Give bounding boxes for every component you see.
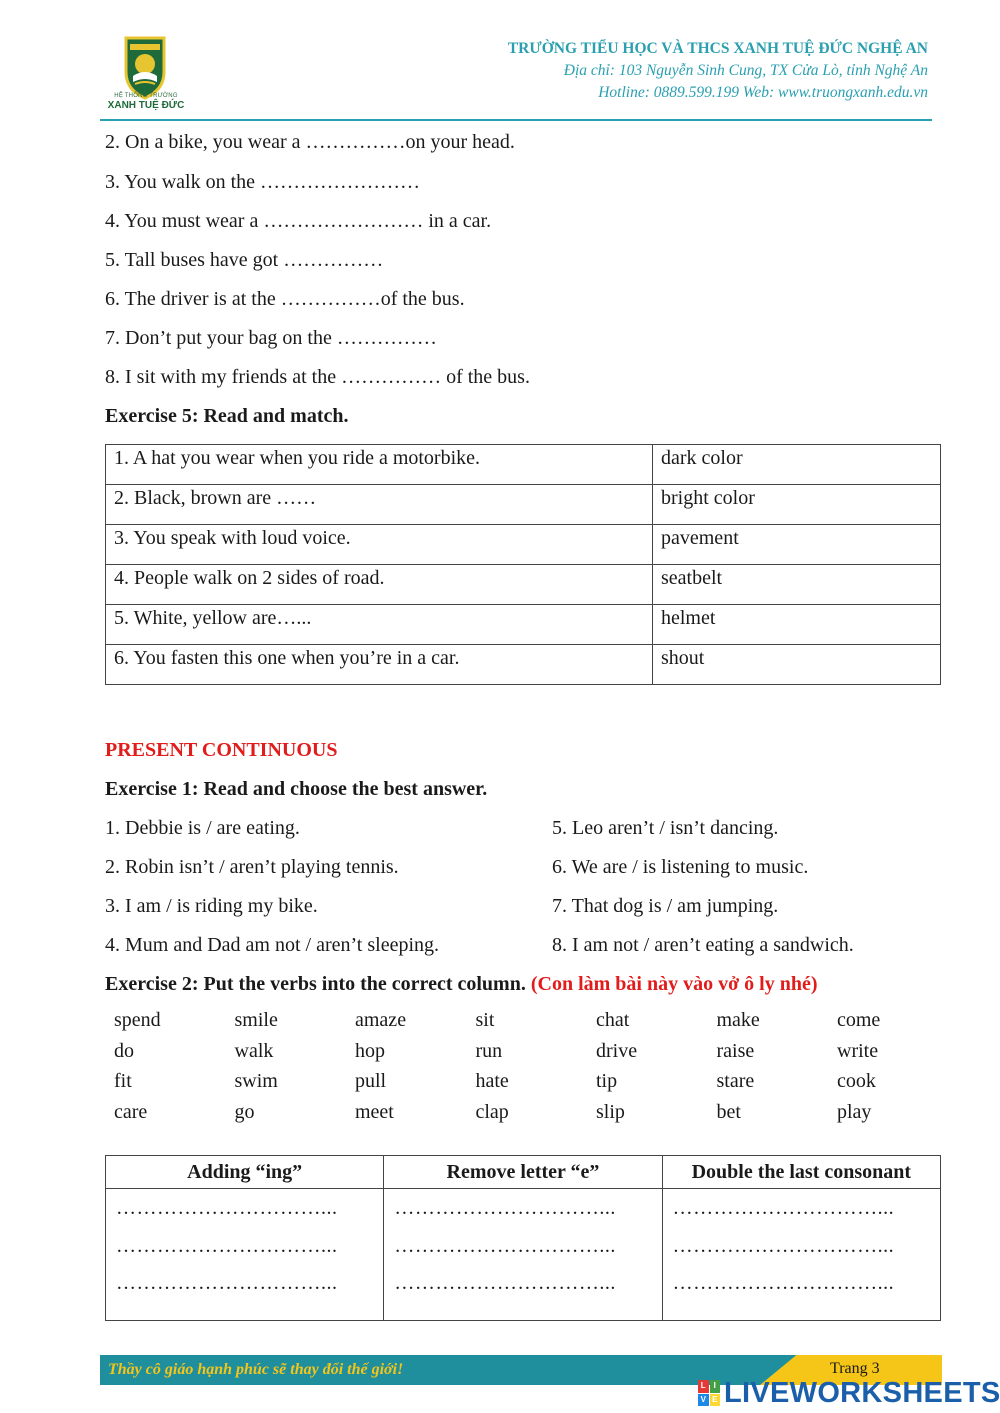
verb[interactable]: swim <box>234 1070 278 1092</box>
match-answer[interactable]: dark color <box>653 445 941 485</box>
verb[interactable]: hop <box>355 1039 385 1062</box>
fill-line-7: 7. Don’t put your bag on the …………… <box>105 327 437 349</box>
table-header-row <box>106 1156 941 1189</box>
choice-item-3[interactable]: 3. I am / is riding my bike. <box>105 895 318 917</box>
match-prompt: 6. You fasten this one when you’re in a car. <box>106 645 653 685</box>
badge-letter: V <box>698 1394 709 1407</box>
match-prompt: 1. A hat you wear when you ride a motorbike. <box>106 445 653 485</box>
verb-row <box>114 1070 958 1101</box>
table-row <box>106 525 941 565</box>
fill-line-4: 4. You must wear a …………………… in a car. <box>105 210 492 232</box>
header-divider <box>100 119 932 121</box>
school-address: Địa chỉ: 103 Nguyễn Sinh Cung, TX Cửa Lò, tỉnh Nghệ An <box>563 62 928 79</box>
table-row <box>106 645 941 685</box>
school-name: TRƯỜNG TIỂU HỌC VÀ THCS XANH TUỆ ĐỨC NGHỆ AN <box>507 40 928 57</box>
logo-line-1: HỆ THỐNG TRƯỜNG <box>114 93 178 99</box>
table-row <box>106 445 941 485</box>
choice-item-7[interactable]: 7. That dog is / am jumping. <box>552 895 779 917</box>
verb[interactable]: fit <box>114 1070 132 1092</box>
verb[interactable]: go <box>234 1100 255 1123</box>
answer-cell <box>384 1189 662 1321</box>
logo-line-2: XANH TUỆ ĐỨC <box>107 100 185 111</box>
verb[interactable]: pull <box>355 1070 387 1092</box>
verb[interactable]: do <box>114 1039 134 1062</box>
page-number: Trang 3 <box>830 1360 880 1377</box>
blank-line[interactable]: …………………………... <box>672 1197 895 1219</box>
verb[interactable]: drive <box>596 1039 638 1062</box>
choice-item-6[interactable]: 6. We are / is listening to music. <box>552 856 809 878</box>
exercise-5-title: Exercise 5: Read and match. <box>105 405 349 427</box>
match-answer[interactable]: helmet <box>653 605 941 645</box>
verb[interactable]: walk <box>234 1039 274 1062</box>
verb-column-table <box>105 1155 941 1321</box>
column-header-remove-e: Remove letter “e” <box>384 1156 662 1189</box>
table-row <box>106 565 941 605</box>
verb[interactable]: clap <box>475 1100 509 1123</box>
blank-line[interactable]: …………………………... <box>672 1234 895 1257</box>
verb[interactable]: tip <box>596 1070 618 1092</box>
choice-item-5[interactable]: 5. Leo aren’t / isn’t dancing. <box>552 817 779 839</box>
verb[interactable]: bet <box>716 1100 741 1123</box>
verb-row <box>114 1009 958 1040</box>
fill-line-2: 2. On a bike, you wear a ……………on your head. <box>105 131 515 153</box>
verb[interactable]: write <box>837 1039 879 1062</box>
choice-item-4[interactable]: 4. Mum and Dad am not / aren’t sleeping. <box>105 934 440 956</box>
verb[interactable]: slip <box>596 1100 625 1123</box>
verb[interactable]: smile <box>234 1009 278 1031</box>
blank-line[interactable]: …………………………... <box>116 1234 338 1257</box>
verb[interactable]: care <box>114 1100 148 1123</box>
liveworksheets-icon <box>698 1380 720 1406</box>
fill-line-5: 5. Tall buses have got …………… <box>105 249 384 271</box>
column-header-double-consonant: Double the last consonant <box>662 1156 940 1189</box>
section-title: PRESENT CONTINUOUS <box>105 739 338 761</box>
blank-line[interactable]: …………………………... <box>672 1272 895 1294</box>
exercise-1-title: Exercise 1: Read and choose the best answer. <box>105 778 488 800</box>
fill-line-3: 3. You walk on the …………………… <box>105 171 421 193</box>
exercise-2-note: (Con làm bài này vào vở ô ly nhé) <box>530 973 818 995</box>
verb-row <box>114 1101 958 1132</box>
blank-line[interactable]: …………………………... <box>394 1234 616 1257</box>
match-answer[interactable]: pavement <box>653 525 941 565</box>
match-table <box>105 444 941 685</box>
exercise-2-heading <box>105 973 818 996</box>
liveworksheets-wordmark: LIVEWORKSHEETS <box>724 1376 1000 1409</box>
verb-grid <box>114 1009 958 1131</box>
verb[interactable]: chat <box>596 1009 630 1031</box>
school-info <box>508 40 928 102</box>
school-contact: Hotline: 0889.599.199 Web: www.truongxanh.edu.vn <box>598 84 928 101</box>
match-prompt: 3. You speak with loud voice. <box>106 525 653 565</box>
verb[interactable]: come <box>837 1009 881 1031</box>
exercise-2-title: Exercise 2: Put the verbs into the correct column. <box>105 973 526 995</box>
verb[interactable]: run <box>475 1039 503 1062</box>
verb[interactable]: amaze <box>355 1009 407 1031</box>
match-answer[interactable]: bright color <box>653 485 941 525</box>
verb[interactable]: meet <box>355 1100 394 1123</box>
verb[interactable]: spend <box>114 1009 161 1031</box>
match-prompt: 2. Black, brown are …… <box>106 485 653 525</box>
blank-line[interactable]: …………………………... <box>116 1197 338 1219</box>
liveworksheets-brand[interactable] <box>698 1378 1000 1408</box>
table-row <box>106 1189 941 1321</box>
blank-line[interactable]: …………………………... <box>116 1272 338 1294</box>
verb[interactable]: make <box>716 1009 760 1031</box>
match-prompt: 5. White, yellow are…... <box>106 605 653 645</box>
logo-caption <box>102 93 190 111</box>
match-answer[interactable]: seatbelt <box>653 565 941 605</box>
verb[interactable]: hate <box>475 1070 509 1092</box>
match-answer[interactable]: shout <box>653 645 941 685</box>
verb-row <box>114 1040 958 1071</box>
blank-line[interactable]: …………………………... <box>394 1197 616 1219</box>
table-row <box>106 605 941 645</box>
verb[interactable]: play <box>837 1100 872 1123</box>
verb[interactable]: raise <box>716 1039 755 1062</box>
verb[interactable]: stare <box>716 1070 755 1092</box>
choice-item-1[interactable]: 1. Debbie is / are eating. <box>105 817 300 839</box>
badge-letter: L <box>698 1380 709 1393</box>
answer-cell <box>106 1189 384 1321</box>
badge-letter: I <box>710 1380 721 1393</box>
choice-item-2[interactable]: 2. Robin isn’t / aren’t playing tennis. <box>105 856 399 878</box>
verb[interactable]: sit <box>475 1009 495 1031</box>
footer-motto: Thầy cô giáo hạnh phúc sẽ thay đổi thế giới! <box>108 1361 404 1378</box>
badge-letter: E <box>710 1394 721 1407</box>
fill-line-6: 6. The driver is at the ……………of the bus. <box>105 288 465 310</box>
verb[interactable]: cook <box>837 1070 876 1092</box>
table-row <box>106 485 941 525</box>
column-header-adding-ing: Adding “ing” <box>106 1156 384 1189</box>
fill-line-8: 8. I sit with my friends at the …………… of the bus. <box>105 366 530 388</box>
choice-item-8[interactable]: 8. I am not / aren’t eating a sandwich. <box>552 934 854 956</box>
blank-line[interactable]: …………………………... <box>394 1272 616 1294</box>
answer-cell <box>662 1189 940 1321</box>
match-prompt: 4. People walk on 2 sides of road. <box>106 565 653 605</box>
